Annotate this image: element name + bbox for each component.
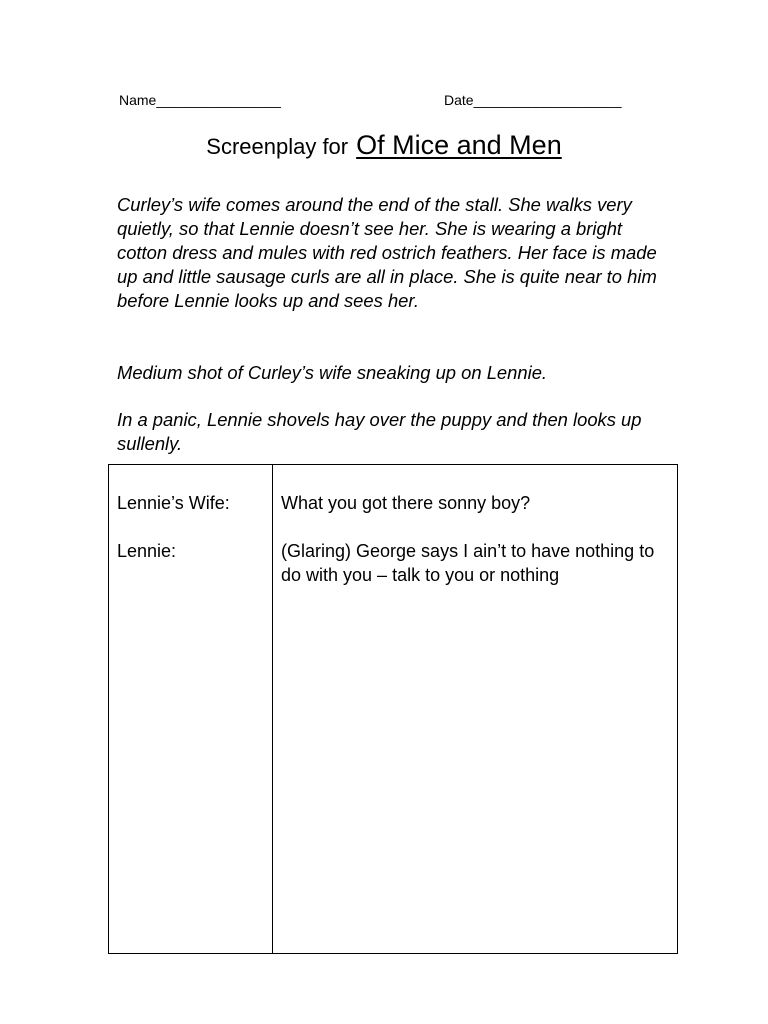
stage-direction: Curley’s wife comes around the end of the stall. She walks very quietly, so that Lennie doesn’t see her. She is wearing a bright cotton dress and mules with red ostrich feathers. Her face is made up and little sausage curls are all in place. She is quite near to him before Lennie looks up and sees her.: [117, 194, 657, 311]
dialogue-line: What you got there sonny boy?: [281, 493, 531, 513]
dialogue-table: [108, 464, 678, 954]
stage-direction: In a panic, Lennie shovels hay over the puppy and then looks up sullenly.: [117, 409, 642, 454]
title-prefix: Screenplay for: [206, 134, 349, 159]
speaker-cell: Lennie’s Wife:: [117, 493, 230, 513]
name-field[interactable]: Name________________: [119, 92, 281, 108]
date-field[interactable]: Date___________________: [444, 92, 622, 108]
column-divider: [272, 465, 273, 953]
title-main: Of Mice and Men: [356, 130, 562, 160]
speaker-cell: Lennie:: [117, 541, 177, 561]
dialogue-line: (Glaring) George says I ain’t to have nothing to do with you – talk to you or nothing: [281, 541, 655, 585]
page-title: [0, 130, 768, 161]
stage-direction: Medium shot of Curley’s wife sneaking up on Lennie.: [117, 362, 548, 383]
